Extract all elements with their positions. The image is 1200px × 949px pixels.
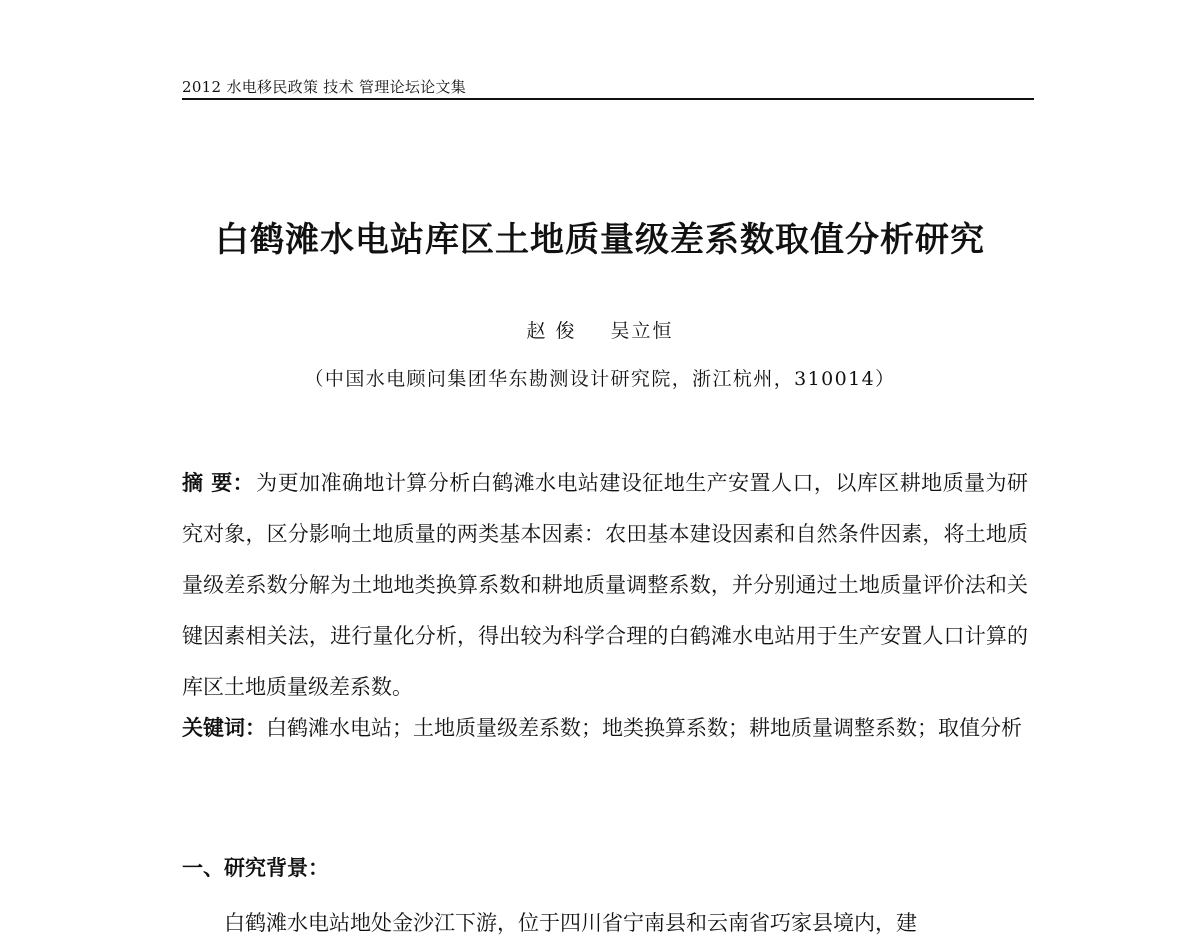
author-name: 吴立恒 [610,320,674,342]
abstract [182,457,1028,713]
header-divider [182,98,1034,100]
keywords-label: 关键词： [182,715,266,740]
running-header: 2012 水电移民政策 技术 管理论坛论文集 [182,78,467,96]
abstract-label: 摘 要： [182,470,255,495]
author-name: 赵 俊 [526,320,577,342]
section-heading: 一、研究背景： [182,855,329,880]
section-paragraph: 白鹤滩水电站地处金沙江下游，位于四川省宁南县和云南省巧家县境内，建 [224,911,917,935]
paper-title: 白鹤滩水电站库区土地质量级差系数取值分析研究 [215,220,985,260]
author-affiliation: （中国水电顾问集团华东勘测设计研究院，浙江杭州，310014） [304,368,896,390]
keywords-text: 白鹤滩水电站；土地质量级差系数；地类换算系数；耕地质量调整系数；取值分析 [266,716,1022,740]
keywords [182,702,1028,754]
author-list [0,316,1200,343]
abstract-text: 为更加准确地计算分析白鹤滩水电站建设征地生产安置人口，以库区耕地质量为研究对象，区分影响土地质量的两类基本因素：农田基本建设因素和自然条件因素，将土地质量级差系数分解为土地地类换算系数和耕地质量调整系数，并分别通过土地质量评价法和关键因素相关法，进行量化分析，得出较为科学合理的白鹤滩水电站用于生产安置人口计算的库区土地质量级差系数。 [182,471,1028,699]
